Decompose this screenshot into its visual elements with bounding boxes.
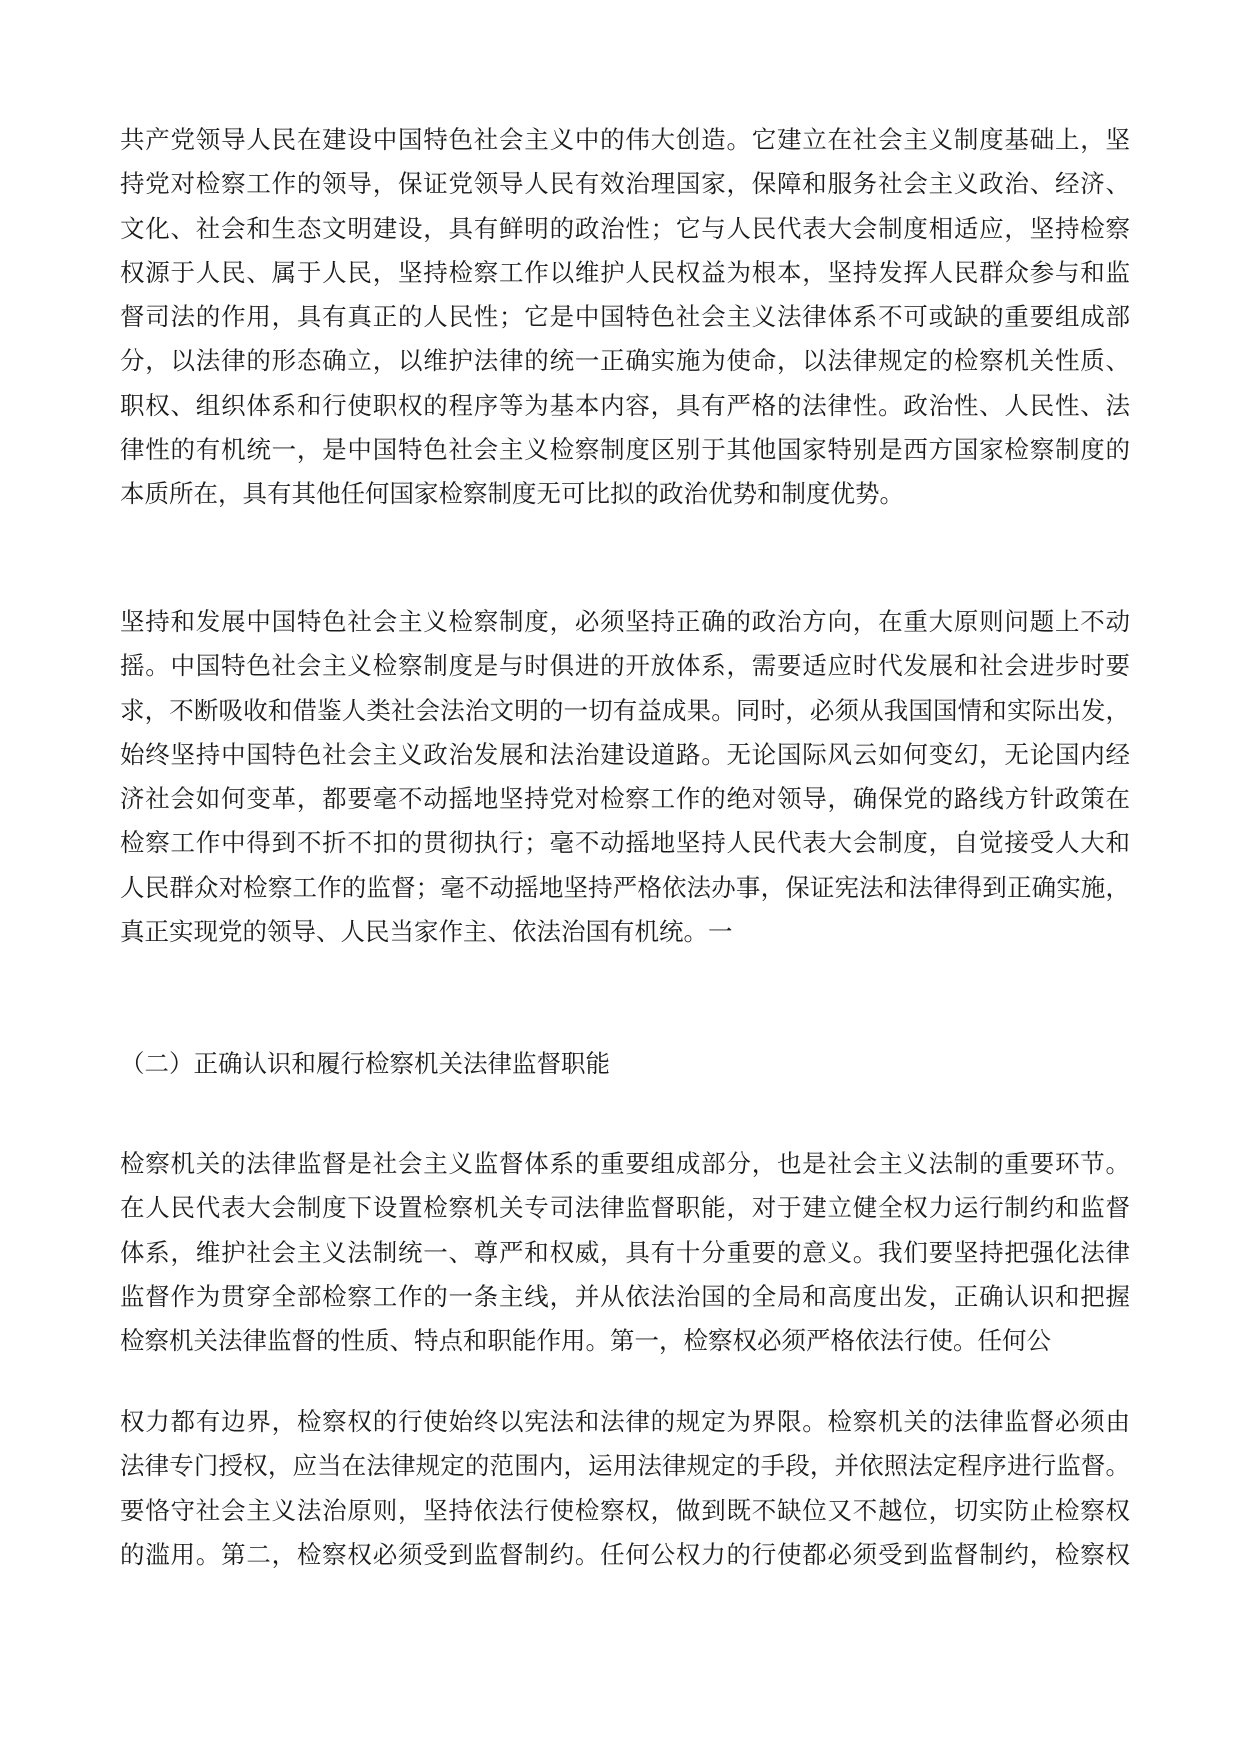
paragraph-line: 监督作为贯穿全部检察工作的一条主线，并从依法治国的全局和高度出发，正确认识和把握 — [120, 1281, 1130, 1311]
paragraph-line: 检察机关的法律监督是社会主义监督体系的重要组成部分，也是社会主义法制的重要环节。 — [120, 1149, 1130, 1178]
paragraph-line: 本质所在，具有其他任何国家检察制度无可比拟的政治优势和制度优势。 — [120, 479, 904, 509]
paragraph-3 — [120, 1142, 1130, 1363]
section-heading-text: （二）正确认识和履行检察机关法律监督职能 — [120, 1049, 610, 1078]
paragraph-line: 摇。中国特色社会主义检察制度是与时俱进的开放体系，需要适应时代发展和社会进步时要 — [120, 651, 1130, 681]
paragraph-line: 持党对检察工作的领导，保证党领导人民有效治理国家，保障和服务社会主义政治、经济、 — [120, 169, 1130, 199]
paragraph-line: 职权、组织体系和行使职权的程序等为基本内容，具有严格的法律性。政治性、人民性、法 — [120, 390, 1130, 420]
section-heading — [120, 1042, 1130, 1086]
paragraph-line: 检察机关法律监督的性质、特点和职能作用。第一，检察权必须严格依法行使。任何公 — [120, 1326, 1051, 1356]
paragraph-line: 权力都有边界，检察权的行使始终以宪法和法律的规定为界限。检察机关的法律监督必须由 — [120, 1407, 1130, 1436]
paragraph-line: 体系，维护社会主义法制统一、尊严和权威，具有十分重要的意义。我们要坚持把强化法律 — [120, 1237, 1130, 1267]
paragraph-line: 律性的有机统一，是中国特色社会主义检察制度区别于其他国家特别是西方国家检察制度的 — [120, 435, 1130, 465]
paragraph-line: 的滥用。第二，检察权必须受到监督制约。任何公权力的行使都必须受到监督制约，检察权 — [120, 1539, 1130, 1569]
paragraph-line: 真正实现党的领导、人民当家作主、依法治国有机统。一 — [120, 917, 733, 947]
paragraph-2 — [120, 600, 1130, 954]
paragraph-line: 人民群众对检察工作的监督；毫不动摇地坚持严格依法办事，保证宪法和法律得到正确实施， — [120, 872, 1130, 902]
paragraph-line: 督司法的作用，具有真正的人民性；它是中国特色社会主义法律体系不可或缺的重要组成部 — [120, 302, 1130, 332]
paragraph-line: 济社会如何变革，都要毫不动摇地坚持党对检察工作的绝对领导，确保党的路线方针政策在 — [120, 784, 1130, 814]
paragraph-line: 共产党领导人民在建设中国特色社会主义中的伟大创造。它建立在社会主义制度基础上，坚 — [120, 125, 1130, 154]
paragraph-line: 求，不断吸收和借鉴人类社会法治文明的一切有益成果。同时，必须从我国国情和实际出发， — [120, 695, 1130, 725]
paragraph-line: 法律专门授权，应当在法律规定的范围内，运用法律规定的手段，并依照法定程序进行监督。 — [120, 1451, 1130, 1481]
paragraph-line: 要恪守社会主义法治原则，坚持依法行使检察权，做到既不缺位又不越位，切实防止检察权 — [120, 1495, 1130, 1525]
paragraph-line: 文化、社会和生态文明建设，具有鲜明的政治性；它与人民代表大会制度相适应，坚持检察 — [120, 213, 1130, 243]
paragraph-line: 始终坚持中国特色社会主义政治发展和法治建设道路。无论国际风云如何变幻，无论国内经 — [120, 739, 1130, 769]
paragraph-line: 在人民代表大会制度下设置检察机关专司法律监督职能，对于建立健全权力运行制约和监督 — [120, 1193, 1130, 1223]
paragraph-line: 坚持和发展中国特色社会主义检察制度，必须坚持正确的政治方向，在重大原则问题上不动 — [120, 607, 1130, 636]
paragraph-line: 权源于人民、属于人民，坚持检察工作以维护人民权益为根本，坚持发挥人民群众参与和监 — [120, 257, 1130, 287]
paragraph-line: 分，以法律的形态确立，以维护法律的统一正确实施为使命，以法律规定的检察机关性质、 — [120, 346, 1130, 376]
paragraph-line: 检察工作中得到不折不扣的贯彻执行；毫不动摇地坚持人民代表大会制度，自觉接受人大和 — [120, 828, 1130, 858]
paragraph-4 — [120, 1400, 1130, 1577]
paragraph-1 — [120, 118, 1130, 517]
